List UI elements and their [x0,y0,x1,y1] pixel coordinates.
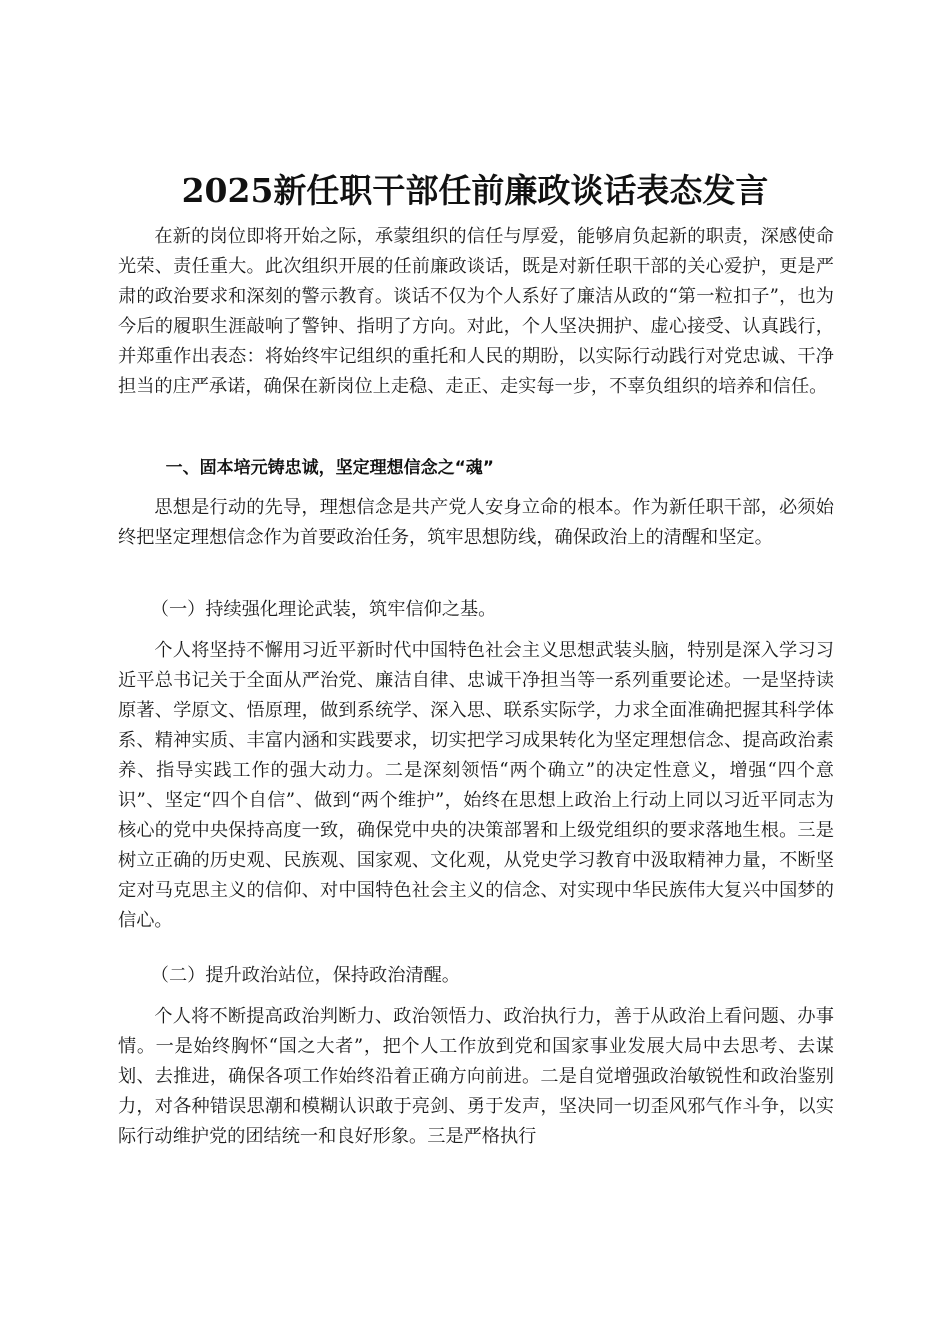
intro-paragraph: 在新的岗位即将开始之际，承蒙组织的信任与厚爱，能够肩负起新的职责，深感使命光荣、责任重大。此次组织开展的任前廉政谈话，既是对新任职干部的关心爱护，更是严肃的政治要求和深刻的警示教育。谈话不仅为个人系好了廉洁从政的“第一粒扣子”，也为今后的履职生涯敲响了警钟、指明了方向。对此，个人坚决拥护、虚心接受、认真践行，并郑重作出表态：将始终牢记组织的重托和人民的期盼，以实际行动践行对党忠诚、干净担当的庄严承诺，确保在新岗位上走稳、走正、走实每一步，不辜负组织的培养和信任。 [118,226,834,397]
subsection-heading: （二）提升政治站位，保持政治清醒。 [150,965,460,986]
subsection-heading: （一）持续强化理论武装，筑牢信仰之基。 [150,599,497,620]
document-title: 2025新任职干部任前廉政谈话表态发言 [181,171,769,210]
section-paragraph: 思想是行动的先导，理想信念是共产党人安身立命的根本。作为新任职干部，必须始终把坚定理想信念作为首要政治任务，筑牢思想防线，确保政治上的清醒和坚定。 [118,497,834,548]
subsection-paragraph: 个人将不断提高政治判断力、政治领悟力、政治执行力，善于从政治上看问题、办事情。一是始终胸怀“国之大者”，把个人工作放到党和国家事业发展大局中去思考、去谋划、去推进，确保各项工作始终沿着正确方向前进。二是自觉增强政治敏锐性和政治鉴别力，对各种错误思潮和模糊认识敢于亮剑、勇于发声，坚决同一切歪风邪气作斗争，以实际行动维护党的团结统一和良好形象。三是严格执行 [118,1006,834,1147]
subsection-paragraph: 个人将坚持不懈用习近平新时代中国特色社会主义思想武装头脑，特别是深入学习习近平总书记关于全面从严治党、廉洁自律、忠诚干净担当等一系列重要论述。一是坚持读原著、学原文、悟原理，做到系统学、深入思、联系实际学，力求全面准确把握其科学体系、精神实质、丰富内涵和实践要求，切实把学习成果转化为坚定理想信念、提高政治素养、指导实践工作的强大动力。二是深刻领悟“两个确立”的决定性意义，增强“四个意识”、坚定“四个自信”、做到“两个维护”，始终在思想上政治上行动上同以习近平同志为核心的党中央保持高度一致，确保党中央的决策部署和上级党组织的要求落地生根。三是树立正确的历史观、民族观、国家观、文化观，从党史学习教育中汲取精神力量，不断坚定对马克思主义的信仰、对中国特色社会主义的信念、对实现中华民族伟大复兴中国梦的信心。 [118,640,834,931]
section-heading: 一、固本培元铸忠诚，坚定理想信念之“魂” [165,458,494,478]
